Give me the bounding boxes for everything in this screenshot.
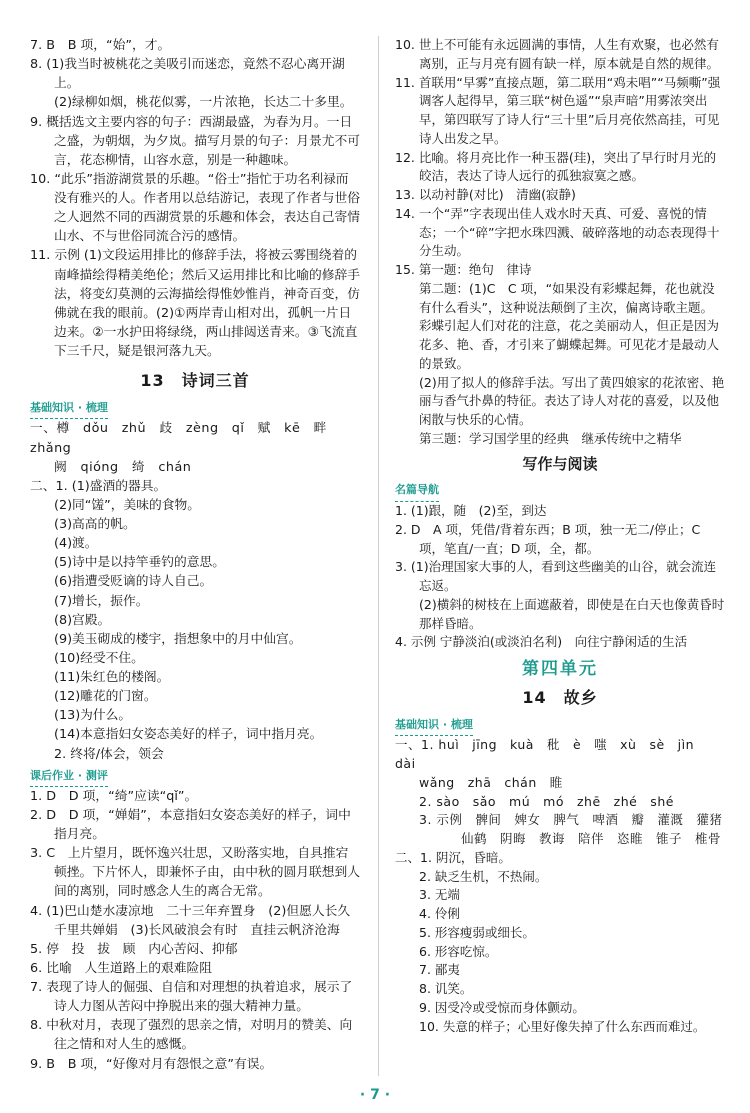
answer-item: 11. 首联用“早雾”直接点题，第二联用“鸡未唱”“马频嘶”强调客人起得早，第三联“树色遥”“泉声暗”用雾浓突出早，第四联写了诗人行“三十里”后月亮依然高挂，可见诗人出发之早。 [395,74,721,146]
section-tag-row [395,479,725,502]
unit-title: 第四单元 [522,659,598,679]
answer-line: (8)宫殿。 [54,612,111,628]
pinyin-line: 3. 示例 髀间 婢女 脾气 啤酒 瓣 灌溉 獾猪 [419,812,723,828]
column-divider [378,36,379,1076]
section-tag: 课后作业 · 测评 [30,766,108,785]
answer-line: (2)横斜的树枝在上面遮蔽着，即使是在白天也像黄昏时那样昏暗。 [419,596,725,631]
answer-line: (2)绿柳如烟，桃花似雾，一片浓艳，长达二十多里。 [54,95,353,111]
answer-item: 8. (1)我当时被桃花之美吸引而迷恋，竟然不忍心离开湖上。 [30,57,345,92]
answer-line: (3)高高的帆。 [54,517,136,532]
pinyin-line: 一、1. huì jīng kuà 秕 è 嗤 xù sè jìn dài [395,737,708,771]
answer-line: (7)增长，振作。 [54,593,149,609]
answer-line: (11)朱红色的楼阁。 [54,670,170,685]
answer-item: 二、1. (1)盛酒的器具。 [30,478,167,494]
answer-line: 3. 无端 [419,887,460,903]
answer-line: 6. 形容吃惊。 [419,943,498,959]
answer-line: 第三题：学习国学里的经典 继承传统中之精华 [419,430,682,446]
answer-line: (4)渡。 [54,536,98,552]
answer-item: 8. 中秋对月，表现了强烈的思亲之情，对明月的赞美、向往之情和对人生的感慨。 [30,1018,353,1053]
answer-item: 4. (1)巴山楚水凄凉地 二十三年弃置身 (2)但愿人长久 千里共婵娟 (3)长风破浪会有时 直挂云帆济沧海 [30,903,363,938]
answer-line: 8. 讥笑。 [419,981,473,996]
answer-item: 1. (1)跟，随 (2)至，到达 [395,503,547,518]
right-column [395,36,725,1036]
answer-item: 7. B B 项，“始”，才。 [30,38,171,53]
answer-item: 9. B B 项，“好像对月有怨恨之意”有误。 [30,1056,273,1072]
answer-line: 第二题：(1)C C 项，“如果没有彩蝶起舞，花也就没有什么看头”，这种说法颠倒了主次，偏离诗歌主题。彩蝶引起人们对花的注意，花之美丽动人，但正是因为花多、艳、香，才引来了蝴蝶起舞。可见花才是最动人的景致。 [419,280,720,371]
section-tag-row [30,396,360,419]
answer-line: (13)为什么。 [54,708,132,724]
answer-item: 9. 概括选文主要内容的句子：西湖最盛，为春为月。一日之盛，为朝烟，为夕岚。描写月景的句子：月景尤不可言，花态柳情，山容水意，别是一种趣味。 [30,114,360,168]
page-number: · 7 · [359,1087,391,1103]
section-tag-row [395,714,725,737]
pinyin-line: 阙 qióng 绮 chán [54,459,192,475]
answer-item: 13. 以动衬静(对比) 清幽(寂静) [395,187,576,202]
answer-item: 6. 比喻 人生道路上的艰难险阻 [30,960,212,976]
answer-item: 2. D A 项，凭借/背着东西；B 项，独一无二/停止；C 项，笔直/一直；D 项，全，都。 [395,521,705,556]
answer-item: 4. 示例 宁静淡泊(或淡泊名利) 向往宁静闲适的生活 [395,634,688,650]
answer-line: 10. 失意的样子；心里好像失掉了什么东西而难过。 [419,1018,706,1034]
answer-item: 3. C 上片望月，既怀逸兴壮思，又盼落实地，自具推宕顿挫。下片怀人，即兼怀子由，由中秋的圆月联想到人间的离别，同时感念人生的离合无常。 [30,846,360,900]
answer-item: 10. “此乐”指游湖赏景的乐趣。“俗士”指忙于功名利禄而没有雅兴的人。作者用以总结游记，表现了作者与世俗之人迥然不同的西湖赏景的乐趣和体会，表达自己寄情山水、不与世俗同流合污的感情。 [30,171,360,245]
answer-line: (6)指遭受贬谪的诗人自己。 [54,574,213,590]
answer-line: 9. 因受冷或受惊而身体颤动。 [419,999,585,1015]
answer-item: 14. 一个“弄”字表现出佳人戏水时天真、可爱、喜悦的情态；一个“碎”字把水珠四溅、破碎落地的动态表现得十分生动。 [395,205,720,259]
answer-line: 4. 伶俐 [419,906,460,921]
answer-line: (12)雕花的门窗。 [54,689,157,705]
answer-line: (2)同“馐”，美味的食物。 [54,497,201,513]
section-tag: 名篇导航 [395,481,439,500]
answer-line: (9)美玉砌成的楼宇，指想象中的月中仙宫。 [54,631,302,647]
answer-line: (10)经受不住。 [54,650,144,666]
answer-item: 7. 表现了诗人的倔强、自信和对理想的执着追求，展示了诗人力图从苦闷中挣脱出来的强大精神力量。 [30,980,353,1015]
pinyin-line: 2. sào sǎo mú mó zhē zhé shé [419,793,674,809]
pinyin-line: 一、樽 dǒu zhǔ 歧 zèng qǐ 赋 kē 畔 zhǎng [30,421,341,456]
section-tag: 基础知识 · 梳理 [30,398,108,417]
answer-item: 12. 比喻。将月亮比作一种玉器(珪)，突出了早行时月光的皎洁，表达了诗人远行的孤独寂寞之感。 [395,149,717,184]
pinyin-line: wǎng zhā chán 睢 [419,774,563,790]
answer-line: 5. 形容瘦弱或细长。 [419,924,535,940]
answer-line: (5)诗中是以持竿垂钓的意思。 [54,555,226,571]
section-tag-row [30,764,360,787]
answer-line: 2. 终将/体会，领会 [54,746,164,762]
left-column [30,36,363,1074]
answer-item: 10. 世上不可能有永远圆满的事情，人生有欢聚，也必然有离别，正与月亮有圆有缺一样，原本就是自然的规律。 [395,37,720,71]
answer-item: 二、1. 阴沉，昏暗。 [395,849,511,865]
section-title: 写作与阅读 [522,454,598,473]
section-tag: 基础知识 · 梳理 [395,716,473,735]
lesson-title: 13 诗词三首 [140,371,250,391]
answer-line: (14)本意指妇女姿态美好的样子，词中指月亮。 [54,727,323,743]
lesson-title: 14 故乡 [522,687,598,707]
pinyin-line: 仙鹤 阴晦 教诲 陪伴 恣睢 锥子 椎骨 [461,831,722,846]
answer-line: (2)用了拟人的修辞手法。写出了黄四娘家的花浓密、艳丽与香气扑鼻的特征。表达了诗人对花的喜爱，以及他闲散与快乐的心情。 [419,374,725,427]
answer-item: 3. (1)治理国家大事的人，看到这些幽美的山谷，就会流连忘返。 [395,559,717,593]
answer-item: 15. 第一题：绝句 律诗 [395,262,532,277]
answer-item: 11. 示例 (1)文段运用排比的修辞手法，将被云雾围绕着的南峰描绘得精美绝伦；然后又运用排比和比喻的修辞手法，将变幻莫测的云海描绘得惟妙惟肖，神奇百变，仿佛就在我的眼前。(2)①两岸青山相对出，孤帆一片日边来。②一水护田将绿绕，两山排闼送青来。③飞流直下三千尺，疑是银河落九天。 [30,248,360,359]
answer-item: 1. D D 项，“绮”应读“qǐ”。 [30,788,198,804]
answer-item: 5. 停 投 拔 顾 内心苦闷、抑郁 [30,941,238,957]
answer-line: 2. 缺乏生机，不热闹。 [419,868,548,884]
answer-item: 2. D D 项，“婵娟”，本意指妇女姿态美好的样子，词中指月亮。 [30,807,351,842]
answer-line: 7. 鄙夷 [419,962,460,978]
